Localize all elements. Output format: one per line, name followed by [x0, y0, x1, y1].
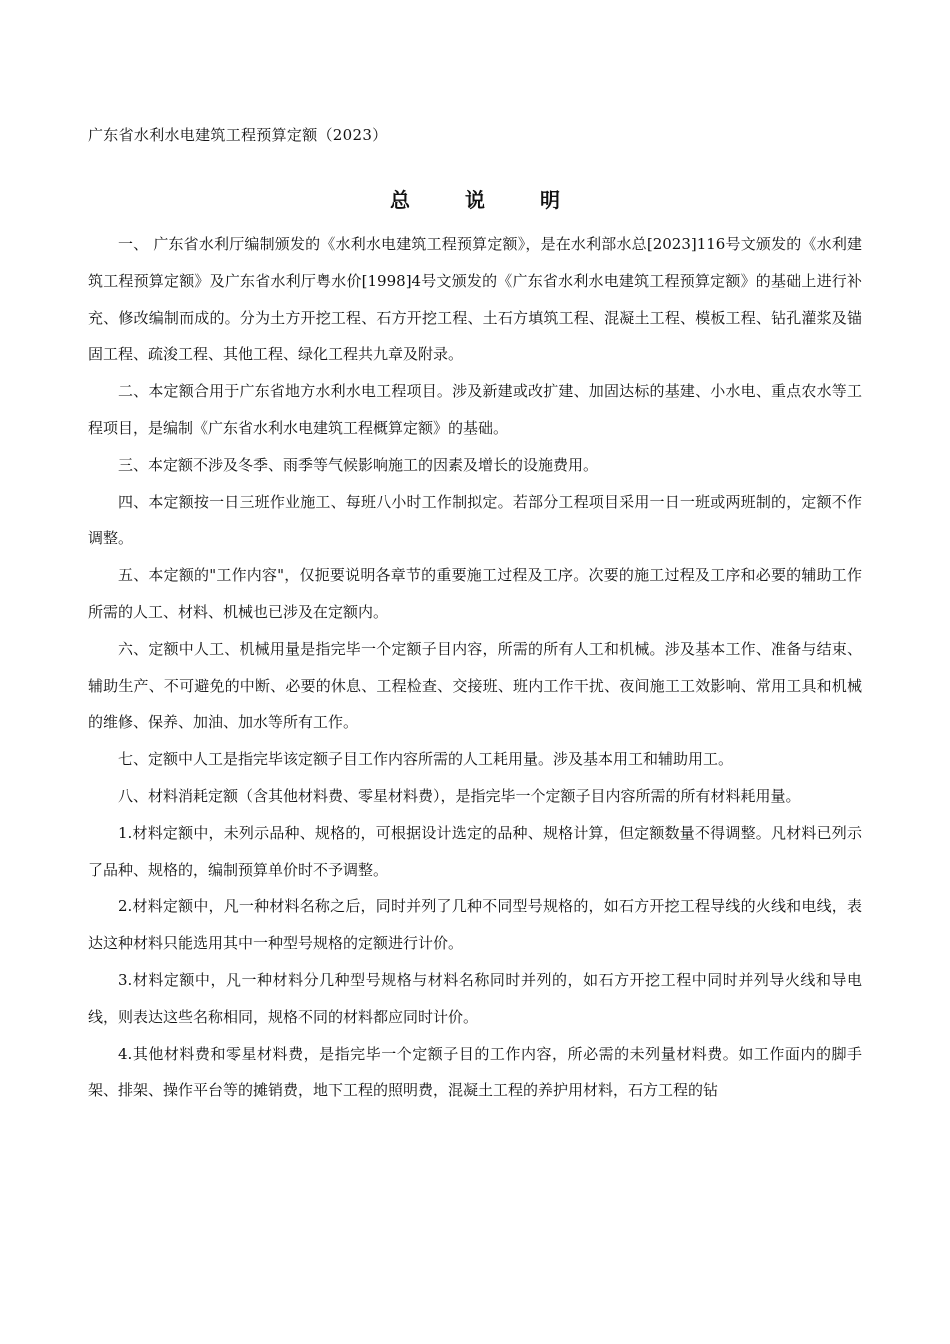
document-body [88, 226, 862, 1109]
paragraph-6: 六、定额中人工、机械用量是指完毕一个定额子目内容，所需的所有人工和机械。涉及基本工作、准备与结束、辅助生产、不可避免的中断、必要的休息、工程检查、交接班、班内工作干扰、夜间施工工效影响、常用工具和机械的维修、保养、加油、加水等所有工作。 [88, 639, 862, 732]
paragraph-7: 七、定额中人工是指完毕该定额子目工作内容所需的人工耗用量。涉及基本用工和辅助用工。 [118, 750, 734, 769]
paragraph-8-item-3: 3.材料定额中，凡一种材料分几种型号规格与材料名称同时并列的，如石方开挖工程中同时并列导火线和导电线，则表达这些名称相同，规格不同的材料都应同时计价。 [88, 970, 862, 1026]
paragraph-1: 一、 广东省水利厅编制颁发的《水利水电建筑工程预算定额》，是在水利部水总[2023]116号文颁发的《水利建筑工程预算定额》及广东省水利厅粤水价[1998]4号文颁发的《广东省水利水电建筑工程预算定额》的基础上进行补充、修改编制而成的。分为土方开挖工程、石方开挖工程、土石方填筑工程、混凝土工程、模板工程、钻孔灌浆及锚固工程、疏浚工程、其他工程、绿化工程共九章及附录。 [88, 235, 862, 364]
document-header: 广东省水利水电建筑工程预算定额（2023） [88, 126, 388, 144]
section-title: 总 说 明 [390, 188, 584, 212]
paragraph-8-item-2: 2.材料定额中，凡一种材料名称之后，同时并列了几种不同型号规格的，如石方开挖工程导线的火线和电线，表达这种材料只能选用其中一种型号规格的定额进行计价。 [88, 897, 862, 953]
paragraph-8-item-1: 1.材料定额中，未列示品种、规格的，可根据设计选定的品种、规格计算，但定额数量不得调整。凡材料已列示了品种、规格的，编制预算单价时不予调整。 [88, 823, 862, 879]
paragraph-4: 四、本定额按一日三班作业施工、每班八小时工作制拟定。若部分工程项目采用一日一班或两班制的，定额不作调整。 [88, 492, 862, 548]
paragraph-8: 八、材料消耗定额（含其他材料费、零星材料费），是指完毕一个定额子目内容所需的所有材料耗用量。 [118, 786, 801, 805]
paragraph-3: 三、本定额不涉及冬季、雨季等气候影响施工的因素及增长的设施费用。 [118, 455, 599, 474]
paragraph-8-item-4: 4.其他材料费和零星材料费，是指完毕一个定额子目的工作内容，所必需的未列量材料费。如工作面内的脚手架、排架、操作平台等的摊销费，地下工程的照明费，混凝土工程的养护用材料，石方工程的钻 [88, 1044, 862, 1100]
paragraph-5: 五、本定额的"工作内容"，仅扼要说明各章节的重要施工过程及工序。次要的施工过程及工序和必要的辅助工作所需的人工、材料、机械也已涉及在定额内。 [88, 566, 862, 621]
paragraph-2: 二、本定额合用于广东省地方水利水电工程项目。涉及新建或改扩建、加固达标的基建、小水电、重点农水等工程项目，是编制《广东省水利水电建筑工程概算定额》的基础。 [88, 382, 862, 437]
